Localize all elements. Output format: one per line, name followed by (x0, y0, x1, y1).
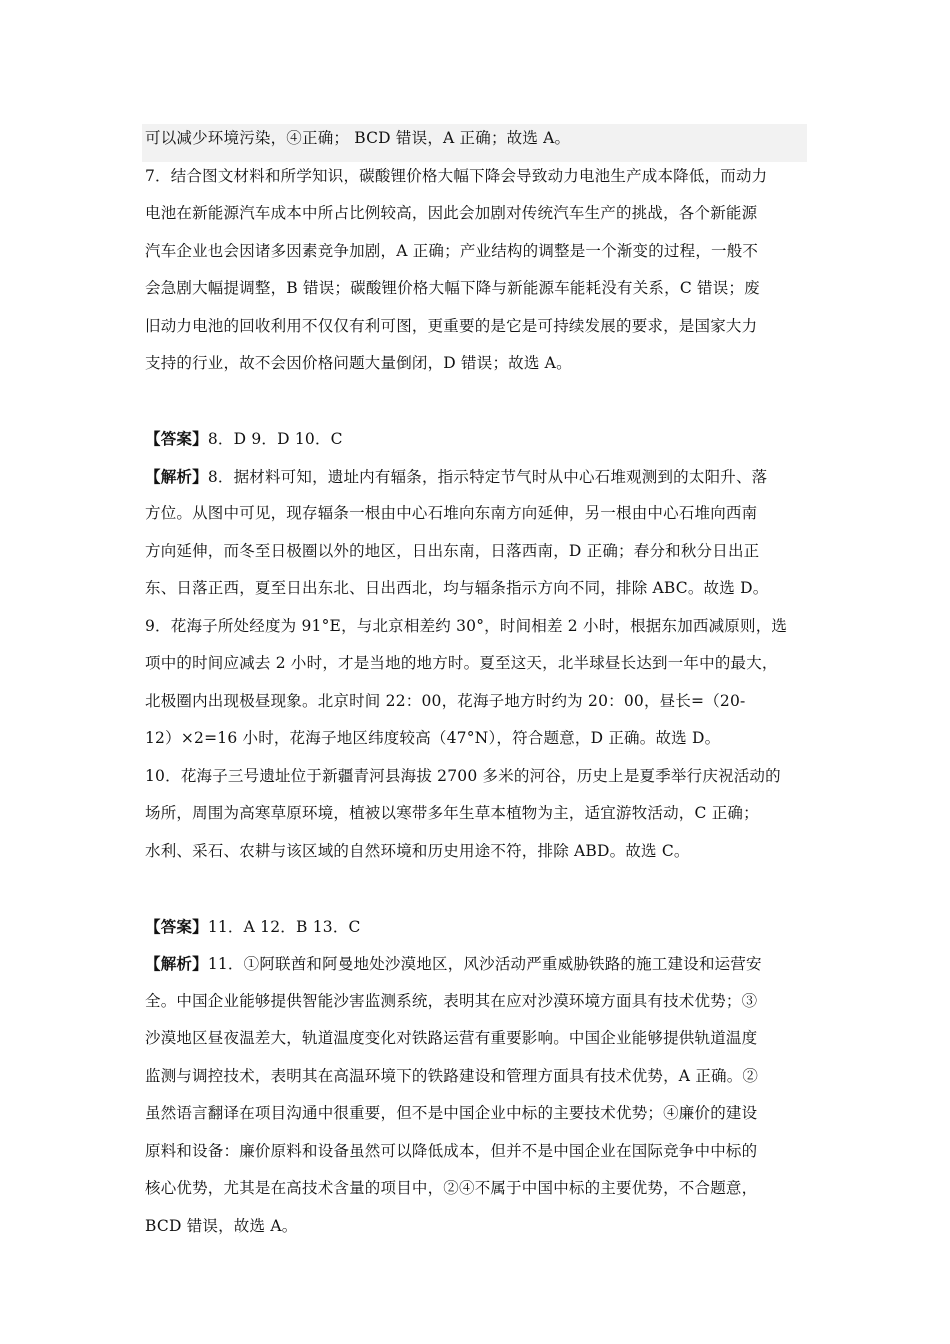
spacer (145, 387, 807, 425)
analysis-text: 11．①阿联酋和阿曼地处沙漠地区，风沙活动严重威胁铁路的施工建设和运营安 (207, 955, 762, 973)
analysis-first-line (145, 949, 807, 987)
analysis-tag: 【解析】 (145, 954, 208, 973)
q7-line: 汽车企业也会因诸多因素竞争加剧，A 正确；产业结构的调整是一个渐变的过程，一般不 (145, 241, 759, 260)
analysis-line: 12）×2=16 小时，花海子地区纬度较高（47°N），符合题意，D 正确。故选 D。 (145, 729, 721, 747)
answer-tag: 【答案】 (145, 429, 208, 448)
q7-line: 电池在新能源汽车成本中所占比例较高，因此会加剧对传统汽车生产的挑战，各个新能源 (145, 204, 758, 222)
analysis-11-13 (145, 949, 807, 1249)
prev-answer-tail: 可以减少环境污染，④正确； BCD 错误，A 正确；故选 A。 (142, 124, 807, 162)
analysis-tag: 【解析】 (145, 466, 208, 486)
answer-text: 8．D 9．D 10．C (207, 430, 343, 448)
analysis-line: 水利、采石、农耕与该区域的自然环境和历史用途不符，排除 ABD。故选 C。 (145, 841, 690, 860)
q7-analysis (145, 162, 807, 387)
analysis-line: 原料和设备：廉价原料和设备虽然可以降低成本，但并不是中国企业在国际竞争中中标的 (145, 1141, 758, 1160)
answer-11-13 (145, 912, 807, 950)
analysis-line: 核心优势，尤其是在高技术含量的项目中，②④不属于中国中标的主要优势，不合题意， (145, 1179, 758, 1197)
analysis-line: 沙漠地区昼夜温差大，轨道温度变化对铁路运营有重要影响。中国企业能够提供轨道温度 (145, 1029, 758, 1047)
q7-line: 7．结合图文材料和所学知识，碳酸锂价格大幅下降会导致动力电池生产成本降低，而动力 (145, 166, 768, 185)
analysis-line: 方位。从图中可见，现存辐条一根由中心石堆向东南方向延伸，另一根由中心石堆向西南 (145, 504, 758, 522)
spacer (145, 874, 807, 912)
answer-8-10 (145, 424, 807, 462)
analysis-line: 监测与调控技术，表明其在高温环境下的铁路建设和管理方面具有技术优势，A 正确。② (145, 1066, 759, 1085)
answer-tag: 【答案】 (145, 916, 208, 936)
analysis-line: 场所，周围为高寒草原环境，植被以寒带多年生草本植物为主，适宜游牧活动，C 正确； (145, 804, 759, 822)
analysis-line: 全。中国企业能够提供智能沙害监测系统，表明其在应对沙漠环境方面具有技术优势；③ (145, 991, 758, 1010)
analysis-line: 9．花海子所处经度为 91°E，与北京相差约 30°，时间相差 2 小时，根据东加西减原则，选 (145, 616, 788, 635)
q7-line: 支持的行业，故不会因价格问题大量倒闭，D 错误；故选 A。 (145, 354, 572, 372)
analysis-8-10 (145, 462, 807, 875)
analysis-line: 方向延伸，而冬至日极圈以外的地区，日出东南，日落西南，D 正确；春分和秋分日出正 (145, 541, 760, 560)
analysis-line: 北极圈内出现极昼现象。北京时间 22：00，花海子地方时约为 20：00，昼长=（20- (145, 691, 746, 710)
document-body (145, 124, 807, 1249)
q7-line: 旧动力电池的回收利用不仅仅有利可图，更重要的是它是可持续发展的要求，是国家大力 (145, 316, 758, 335)
analysis-line: 10．花海子三号遗址位于新疆青河县海拔 2700 多米的河谷，历史上是夏季举行庆祝活动的 (145, 766, 781, 785)
analysis-line: 虽然语言翻译在项目沟通中很重要，但不是中国企业中标的主要技术优势；④廉价的建设 (145, 1104, 758, 1122)
analysis-line: 东、日落正西，夏至日出东北、日出西北，均与辐条指示方向不同，排除 ABC。故选 D。 (145, 579, 769, 597)
analysis-first-line (145, 462, 807, 500)
answer-text: 11．A 12．B 13．C (207, 917, 361, 936)
analysis-line: 项中的时间应减去 2 小时，才是当地的地方时。夏至这天，北半球昼长达到一年中的最大， (145, 654, 778, 672)
q7-line: 会急剧大幅提调整，B 错误；碳酸锂价格大幅下降与新能源车能耗没有关系，C 错误；废 (145, 279, 760, 297)
analysis-text: 8．据材料可知，遗址内有辐条，指示特定节气时从中心石堆观测到的太阳升、落 (207, 467, 768, 486)
analysis-line: BCD 错误，故选 A。 (145, 1216, 298, 1235)
